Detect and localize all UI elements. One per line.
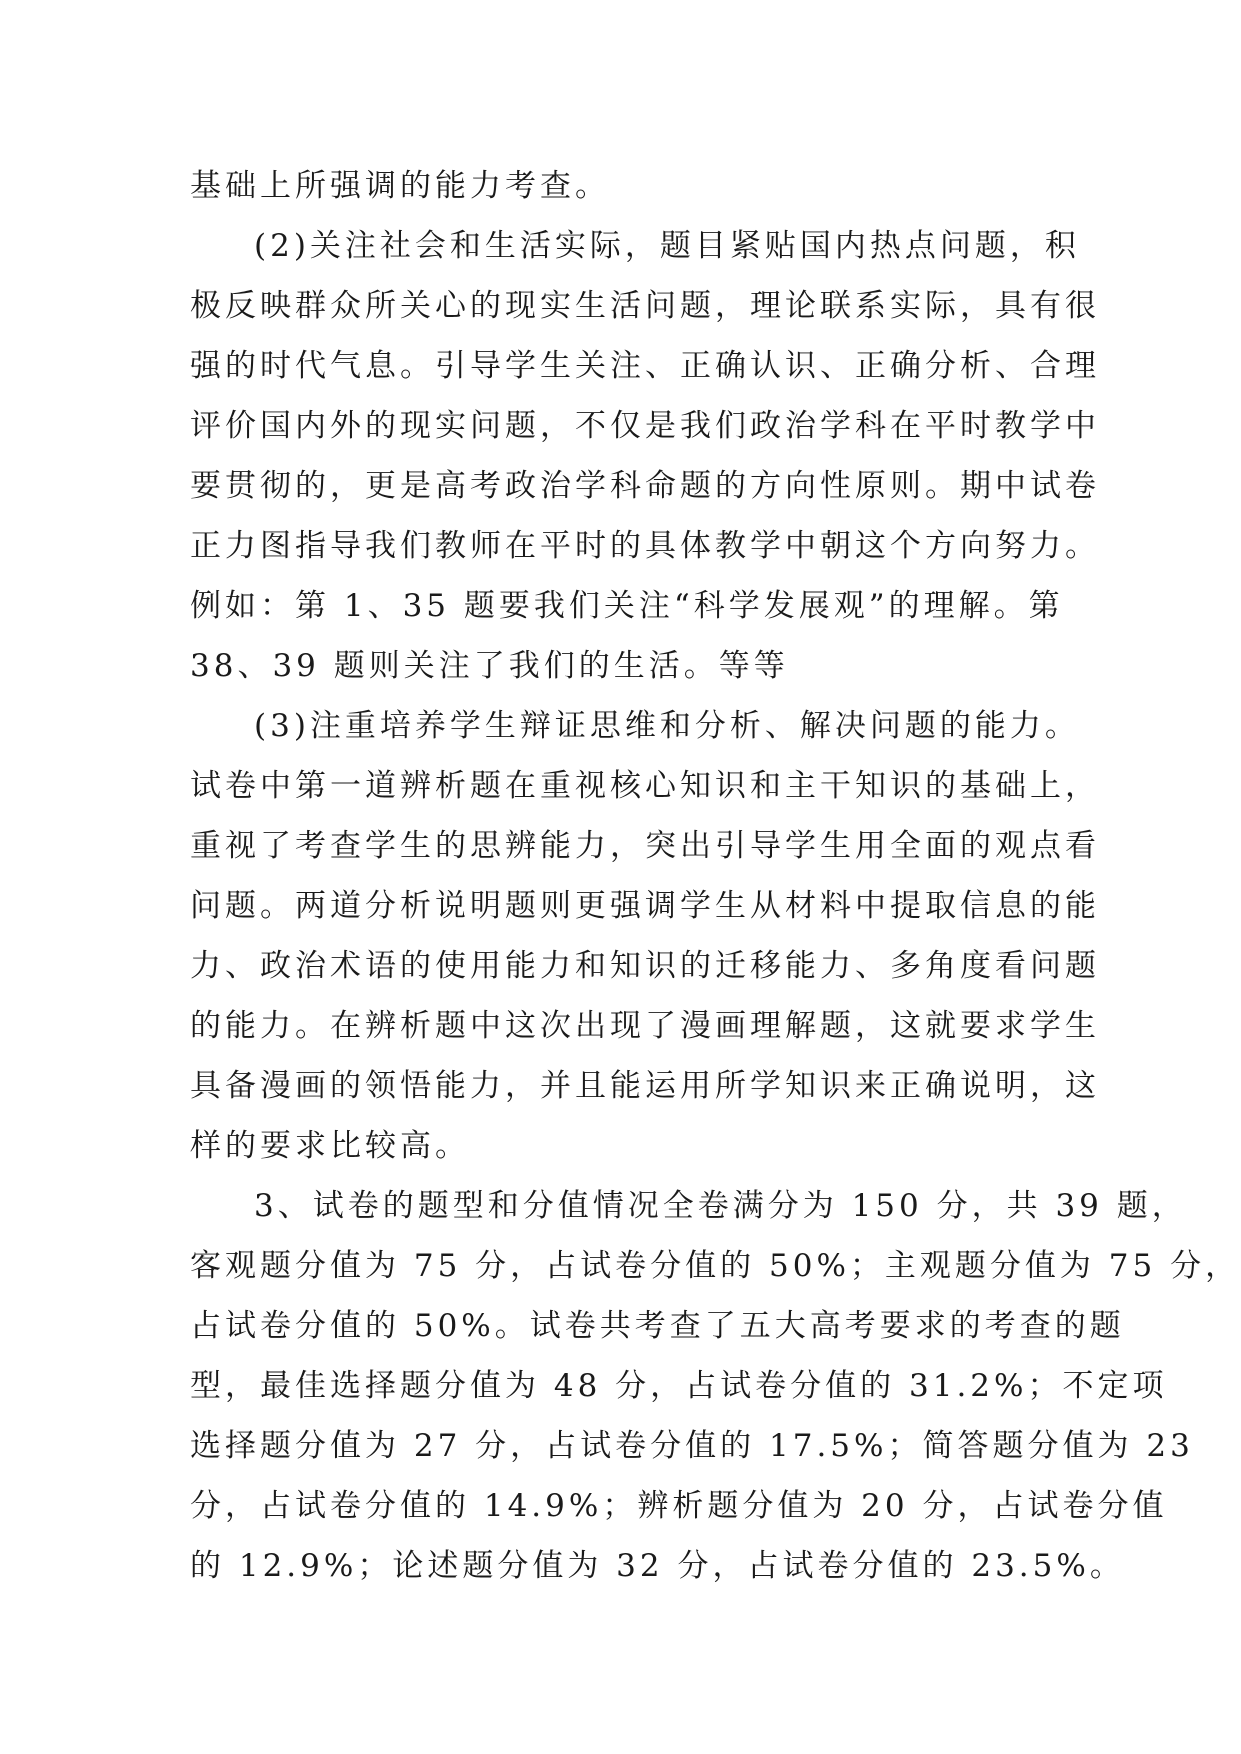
text-line: 38、39 题则关注了我们的生活。等等 [190, 648, 789, 684]
text-line: 问题。两道分析说明题则更强调学生从材料中提取信息的能 [190, 888, 1100, 924]
text-line: 基础上所强调的能力考查。 [190, 168, 610, 204]
text-line: 力、政治术语的使用能力和知识的迁移能力、多角度看问题 [190, 948, 1100, 984]
text-line: 型，最佳选择题分值为 48 分，占试卷分值的 31.2%；不定项 [190, 1368, 1168, 1404]
text-line: 强的时代气息。引导学生关注、正确认识、正确分析、合理 [190, 348, 1100, 384]
text-line: 分，占试卷分值的 14.9%；辨析题分值为 20 分，占试卷分值 [190, 1488, 1168, 1524]
text-line: 的能力。在辨析题中这次出现了漫画理解题，这就要求学生 [190, 1008, 1100, 1044]
section-3-start: 3、试卷的题型和分值情况全卷满分为 150 分，共 39 题， [254, 1188, 1187, 1224]
text-line: 样的要求比较高。 [190, 1128, 470, 1164]
text-line: 正力图指导我们教师在平时的具体教学中朝这个方向努力。 [190, 528, 1100, 564]
text-line: 评价国内外的现实问题，不仅是我们政治学科在平时教学中 [190, 408, 1100, 444]
text-line: 占试卷分值的 50%。试卷共考查了五大高考要求的考查的题 [190, 1308, 1125, 1344]
document-page [190, 156, 1241, 1596]
text-line: 重视了考查学生的思辨能力，突出引导学生用全面的观点看 [190, 828, 1100, 864]
text-line: 要贯彻的，更是高考政治学科命题的方向性原则。期中试卷 [190, 468, 1100, 504]
text-line: 具备漫画的领悟能力，并且能运用所学知识来正确说明，这 [190, 1068, 1100, 1104]
paragraph-3-start: (3)注重培养学生辩证思维和分析、解决问题的能力。 [254, 708, 1080, 744]
text-line: 客观题分值为 75 分，占试卷分值的 50%；主观题分值为 75 分， [190, 1248, 1241, 1284]
text-line: 的 12.9%；论述题分值为 32 分，占试卷分值的 23.5%。 [190, 1548, 1125, 1584]
text-line: 试卷中第一道辨析题在重视核心知识和主干知识的基础上， [190, 768, 1100, 804]
paragraph-2-start: (2)关注社会和生活实际，题目紧贴国内热点问题，积 [254, 228, 1080, 264]
text-line: 极反映群众所关心的现实生活问题，理论联系实际，具有很 [190, 288, 1100, 324]
text-line: 例如：第 1、35 题要我们关注“科学发展观”的理解。第 [190, 588, 1064, 624]
text-line: 选择题分值为 27 分，占试卷分值的 17.5%；简答题分值为 23 [190, 1428, 1194, 1464]
